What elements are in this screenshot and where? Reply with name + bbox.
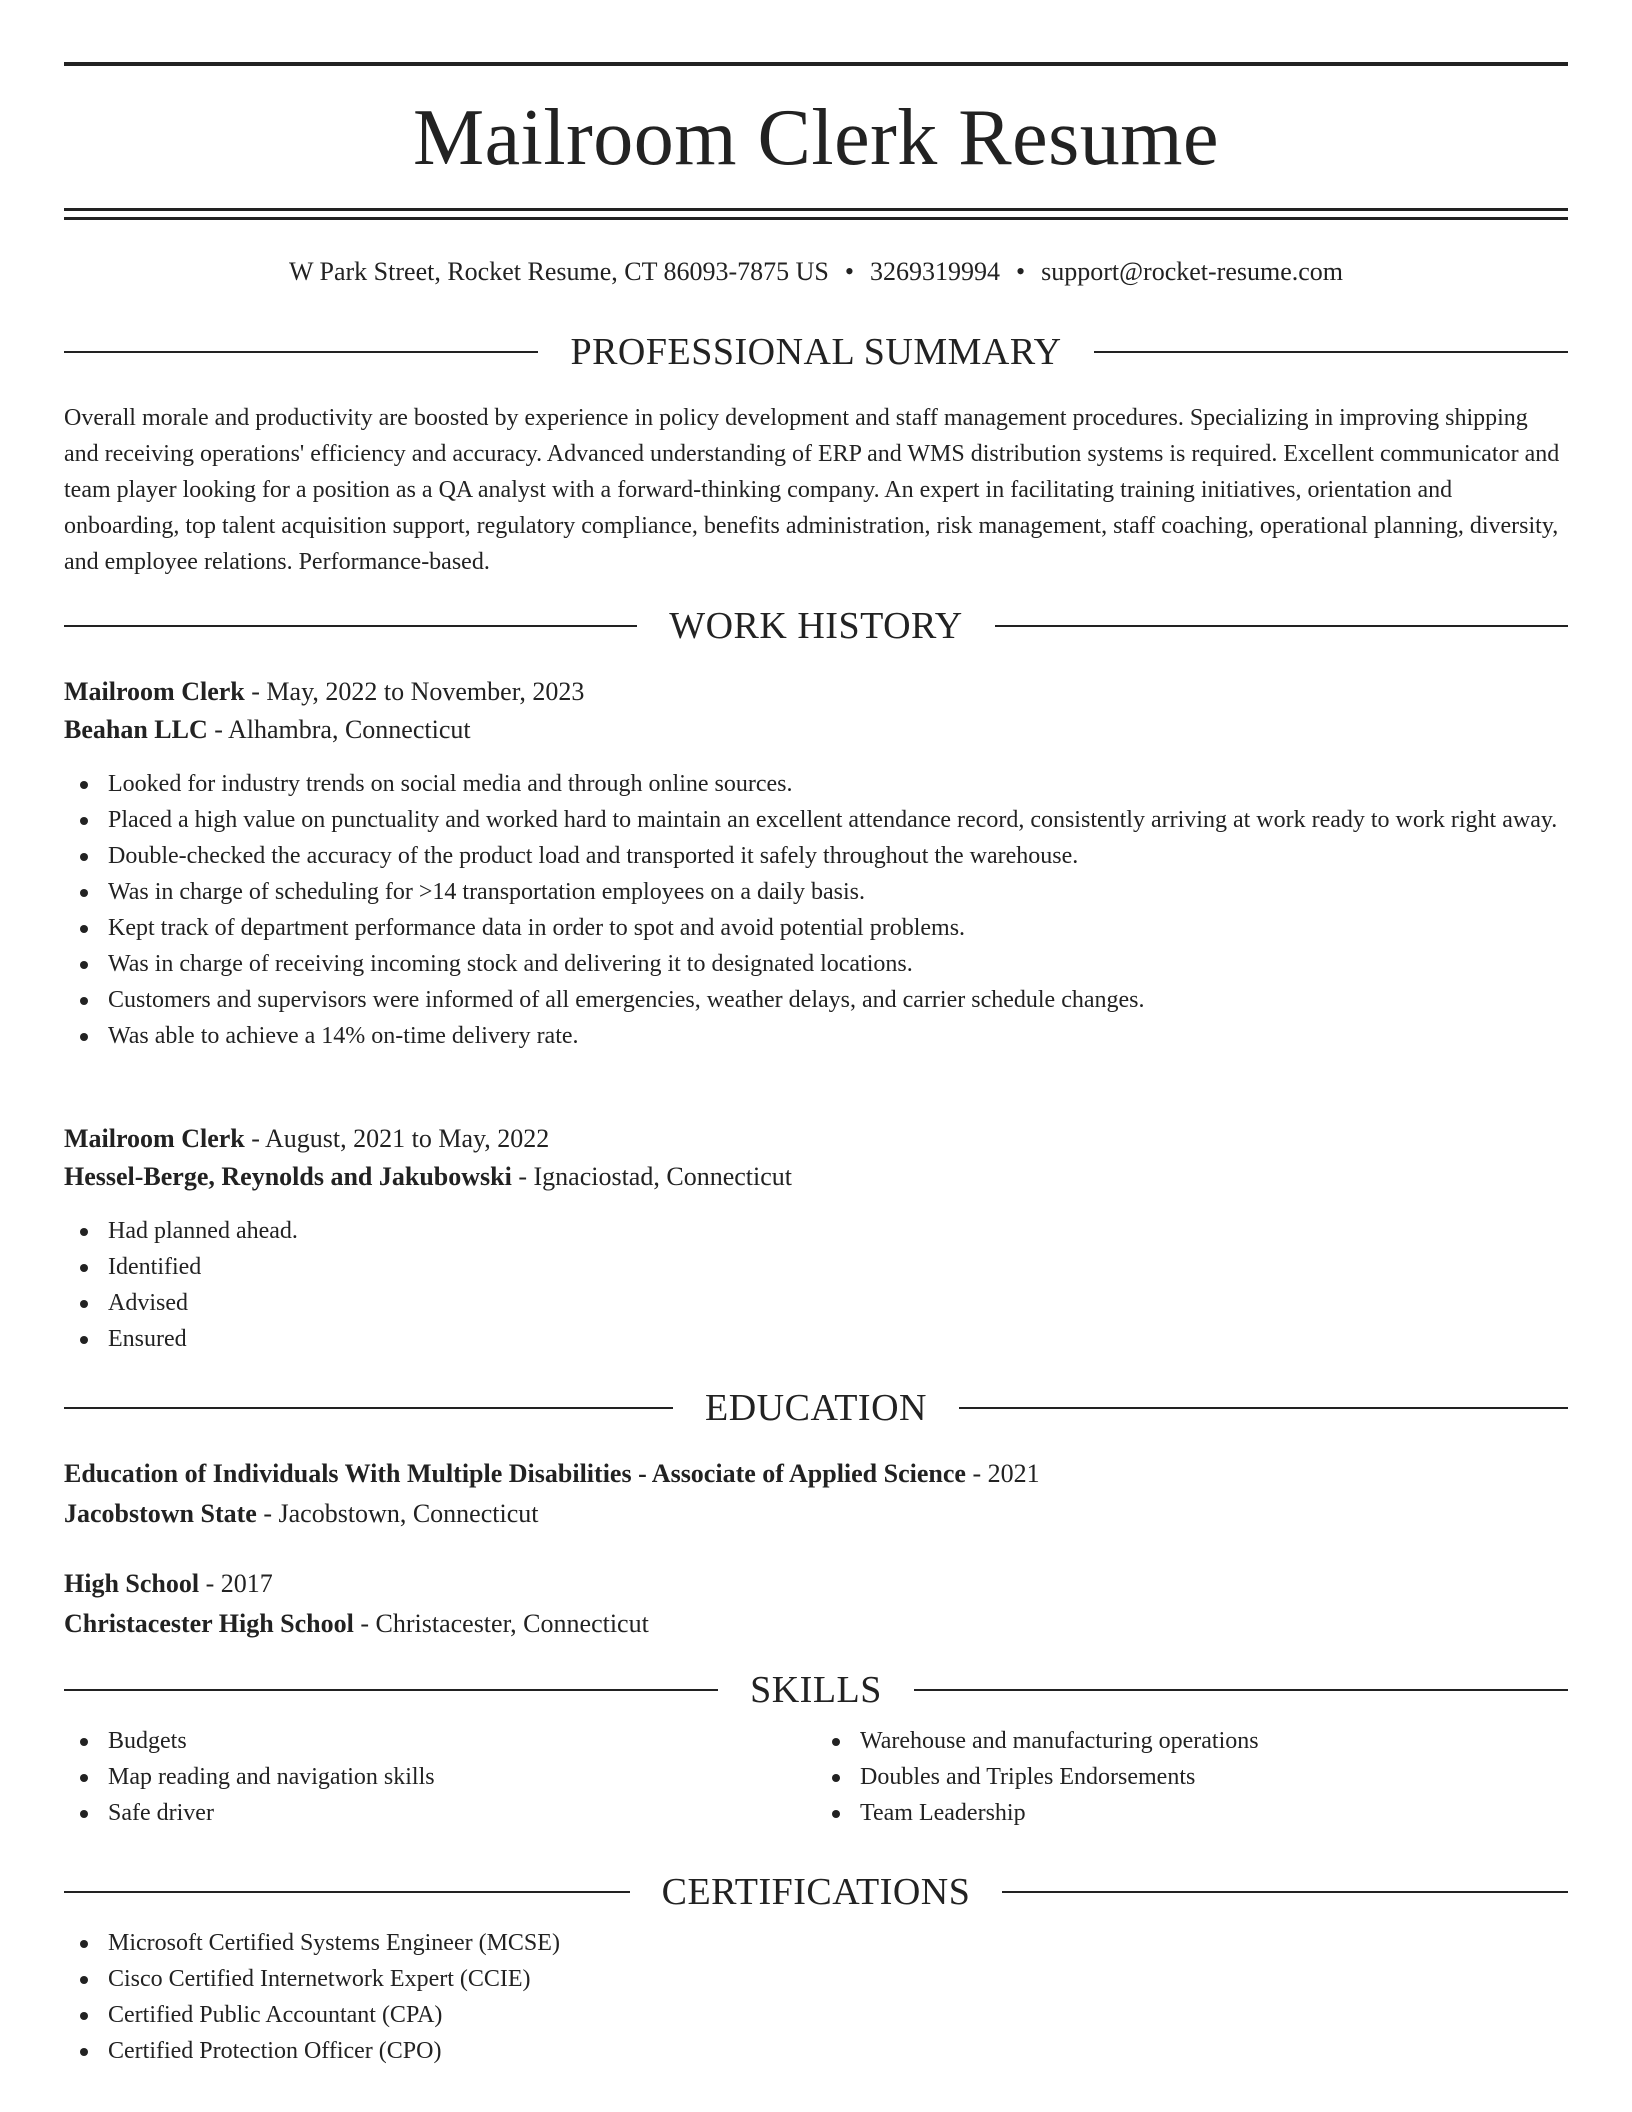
section-heading-skills xyxy=(64,1666,1568,1714)
summary-text: Overall morale and productivity are boosted by experience in policy development and staff management procedures. Specializing in improving shipping and receiving operations' efficiency and accuracy. Advanced understanding of ERP and WMS distribution systems is required. Excellent communicator and team player looking for a position as a QA analyst with a forward-thinking company. An expert in facilitating training initiatives, orientation and onboarding, top talent acquisition support, regulatory compliance, benefits administration, risk management, staff coaching, operational planning, diversity, and employee relations. Performance-based. xyxy=(64,405,1560,575)
job-company: Hessel-Berge, Reynolds and Jakubowski xyxy=(64,1162,512,1191)
contact-address: W Park Street, Rocket Resume, CT 86093-7875 US xyxy=(288,257,829,286)
education-degree: High School xyxy=(64,1569,200,1598)
skills-list xyxy=(64,1723,1568,1831)
job-company-line xyxy=(64,1158,1568,1196)
section-title: EDUCATION xyxy=(705,1387,927,1429)
job-company-line xyxy=(64,711,1568,749)
job-bullets xyxy=(64,1213,1568,1357)
contact-phone: 3269319994 xyxy=(870,257,1000,286)
list-item: Ensured xyxy=(64,1321,1568,1357)
list-item: Cisco Certified Internetwork Expert (CCIE) xyxy=(64,1961,1568,1997)
education-school-line xyxy=(64,1605,1568,1643)
list-item: Was in charge of scheduling for >14 transportation employees on a daily basis. xyxy=(64,874,1568,910)
section-heading-certifications xyxy=(64,1868,1568,1916)
section-title: SKILLS xyxy=(750,1669,882,1711)
list-item: Was able to achieve a 14% on-time delivery rate. xyxy=(64,1018,1568,1054)
job-location: - Ignaciostad, Connecticut xyxy=(511,1162,792,1191)
section-title: PROFESSIONAL SUMMARY xyxy=(570,331,1062,373)
heading-rule xyxy=(64,1407,673,1409)
education-school: Jacobstown State xyxy=(64,1499,257,1528)
education-entry xyxy=(64,1455,1568,1533)
list-item: Was in charge of receiving incoming stock and delivering it to designated locations. xyxy=(64,946,1568,982)
job-title: Mailroom Clerk xyxy=(64,677,245,706)
contact-line xyxy=(64,254,1568,290)
section-heading-summary xyxy=(64,328,1568,376)
heading-rule xyxy=(64,1891,630,1893)
list-item: Microsoft Certified Systems Engineer (MCSE) xyxy=(64,1925,1568,1961)
title-double-rule xyxy=(64,208,1568,220)
job-bullets xyxy=(64,766,1568,1054)
education-year: - 2021 xyxy=(965,1459,1040,1488)
list-item: Team Leadership xyxy=(816,1795,1568,1831)
education-degree-line xyxy=(64,1565,1568,1603)
education-year: - 2017 xyxy=(199,1569,273,1598)
job-location: - Alhambra, Connecticut xyxy=(207,715,471,744)
list-item: Map reading and navigation skills xyxy=(64,1759,816,1795)
top-rule xyxy=(64,62,1568,66)
contact-separator: • xyxy=(844,257,854,286)
job-title-line xyxy=(64,1120,1568,1158)
section-title: CERTIFICATIONS xyxy=(661,1871,971,1913)
education-degree: Education of Individuals With Multiple Disabilities - Associate of Applied Science xyxy=(64,1459,966,1488)
list-item: Certified Protection Officer (CPO) xyxy=(64,2033,1568,2069)
list-item: Looked for industry trends on social media and through online sources. xyxy=(64,766,1568,802)
section-heading-work xyxy=(64,602,1568,650)
skills-column-left xyxy=(64,1723,816,1831)
job-entry xyxy=(64,673,1568,749)
list-item: Double-checked the accuracy of the product load and transported it safely throughout the warehouse. xyxy=(64,838,1568,874)
education-school-line xyxy=(64,1495,1568,1533)
resume-title: Mailroom Clerk Resume xyxy=(413,94,1219,182)
list-item: Placed a high value on punctuality and worked hard to maintain an excellent attendance record, consistently arriving at work ready to work right away. xyxy=(64,802,1568,838)
job-dates: - May, 2022 to November, 2023 xyxy=(244,677,585,706)
heading-rule xyxy=(64,1689,718,1691)
heading-rule xyxy=(64,351,538,353)
heading-rule xyxy=(64,625,637,627)
education-degree-line xyxy=(64,1455,1568,1493)
heading-rule xyxy=(959,1407,1568,1409)
skills-column-right xyxy=(816,1723,1568,1831)
heading-rule xyxy=(1094,351,1568,353)
job-company: Beahan LLC xyxy=(64,715,208,744)
list-item: Advised xyxy=(64,1285,1568,1321)
list-item: Safe driver xyxy=(64,1795,816,1831)
contact-email: support@rocket-resume.com xyxy=(1041,257,1344,286)
list-item: Identified xyxy=(64,1249,1568,1285)
list-item: Certified Public Accountant (CPA) xyxy=(64,1997,1568,2033)
job-dates: - August, 2021 to May, 2022 xyxy=(244,1124,550,1153)
job-entry xyxy=(64,1120,1568,1196)
education-entry xyxy=(64,1565,1568,1643)
list-item: Warehouse and manufacturing operations xyxy=(816,1723,1568,1759)
job-title: Mailroom Clerk xyxy=(64,1124,245,1153)
job-title-line xyxy=(64,673,1568,711)
certifications-list xyxy=(64,1925,1568,2069)
section-heading-education xyxy=(64,1384,1568,1432)
list-item: Doubles and Triples Endorsements xyxy=(816,1759,1568,1795)
education-school: Christacester High School xyxy=(64,1609,354,1638)
heading-rule xyxy=(914,1689,1568,1691)
heading-rule xyxy=(995,625,1568,627)
education-location: - Jacobstown, Connecticut xyxy=(256,1499,539,1528)
list-item: Kept track of department performance data in order to spot and avoid potential problems. xyxy=(64,910,1568,946)
education-location: - Christacester, Connecticut xyxy=(353,1609,649,1638)
list-item: Had planned ahead. xyxy=(64,1213,1568,1249)
list-item: Customers and supervisors were informed of all emergencies, weather delays, and carrier schedule changes. xyxy=(64,982,1568,1018)
contact-separator: • xyxy=(1016,257,1026,286)
section-title: WORK HISTORY xyxy=(669,605,963,647)
heading-rule xyxy=(1002,1891,1568,1893)
list-item: Budgets xyxy=(64,1723,816,1759)
